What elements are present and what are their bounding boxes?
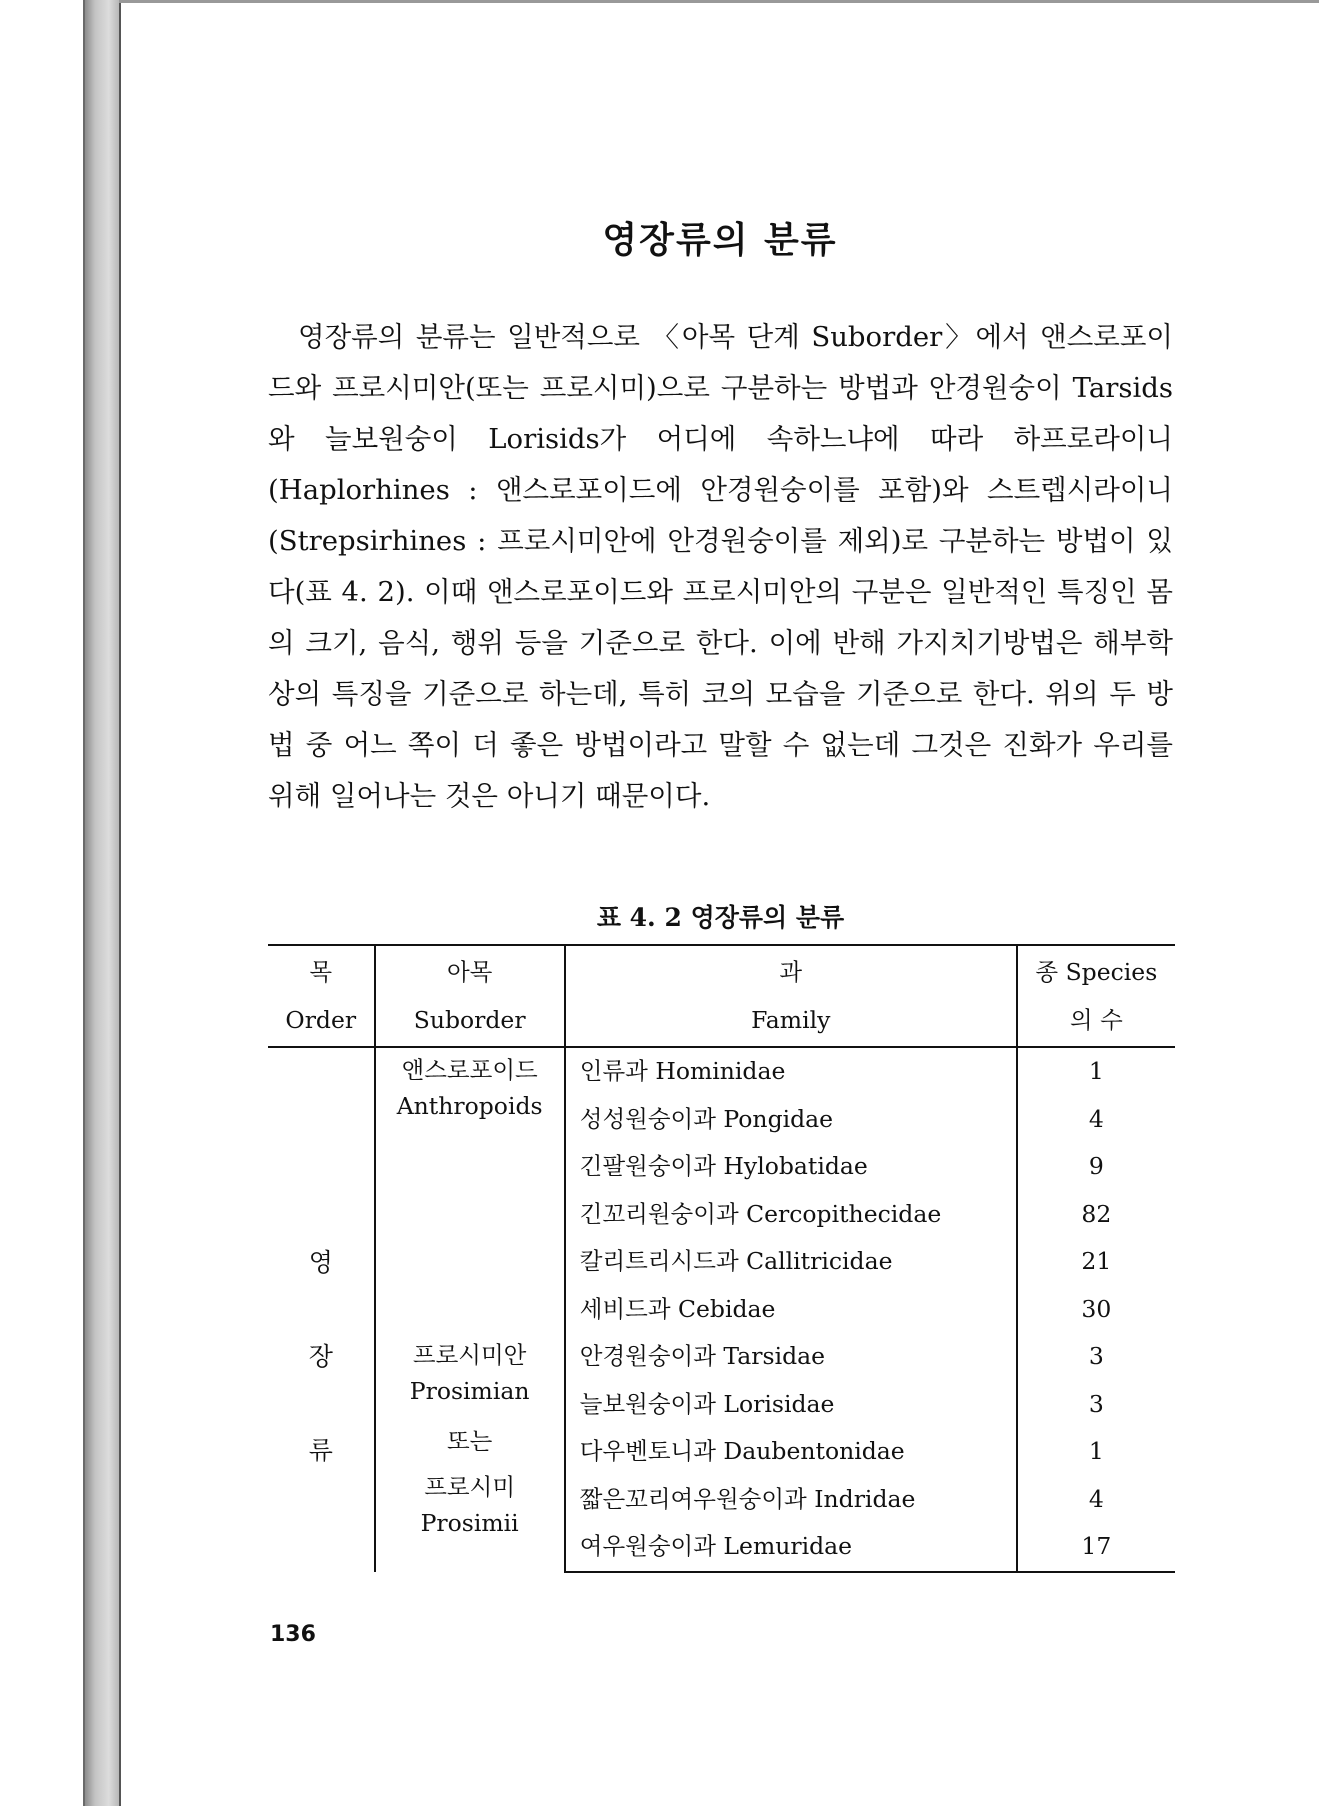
suborder-line: 앤스로포이드 [401,1056,538,1084]
order-char: 영 [308,1247,333,1277]
suborder-line: 프로시미 [424,1473,516,1501]
family-cell: 다우벤토니과 Daubentonidae [565,1428,1017,1476]
family-cell: 긴꼬리원숭이과 Cercopithecidae [565,1191,1017,1239]
count-cell: 30 [1081,1294,1112,1323]
count-cell: 3 [1088,1389,1104,1418]
family-cell: 인류과 Hominidae [565,1047,1017,1096]
count-cell: 1 [1088,1437,1104,1465]
family-cell: 칼리트리시드과 Callitricidae [565,1238,1017,1286]
header-family [565,945,1017,1047]
suborder-anthropoids [375,1047,565,1333]
header-order-en: Order [285,1006,357,1034]
header-species-ko: 종 Species [1035,958,1158,986]
classification-table [268,944,1175,1573]
count-cell: 82 [1081,1199,1112,1228]
book-edge [85,0,119,1806]
page-top-border [119,0,1319,3]
count-cell: 3 [1088,1342,1104,1370]
suborder-prosimian [375,1333,565,1572]
header-suborder [375,945,565,1047]
order-char: 장 [308,1341,333,1371]
table-caption: 표 4. 2 영장류의 분류 [596,903,845,932]
family-cell: 긴팔원숭이과 Hylobatidae [565,1143,1017,1191]
order-cell [268,1047,375,1572]
order-char: 류 [308,1435,333,1465]
header-species-en: 의 수 [1069,1006,1123,1034]
body-paragraph: 영장류의 분류는 일반적으로 〈아목 단계 Suborder〉에서 앤스로포이드와 프로시미안(또는 프로시미)으로 구분하는 방법과 안경원숭이 Tarsids와 늘보원숭이 Lorisids가 어디에 속하느냐에 따라 하프로라이니(Haplorhines : 앤스로포이드에 안경원숭이를 포함)와 스트렙시라이니(Strepsirhines : 프로시미안에 안경원숭이를 제외)로 구분하는 방법이 있다(표 4. 2). 이때 앤스로포이드와 프로시미안의 구분은 일반적인 특징인 몸의 크기, 음식, 행위 등을 기준으로 한다. 이에 반해 가지치기방법은 해부학상의 특징을 기준으로 하는데, 특히 코의 모습을 기준으로 한다. 위의 두 방법 중 어느 쪽이 더 좋은 방법이라고 말할 수 없는데 그것은 진화가 우리를 위해 일어나는 것은 아니기 때문이다. [268,321,1173,812]
table-row [268,1333,1175,1381]
header-species [1017,945,1175,1047]
count-cell: 21 [1081,1247,1112,1275]
section-heading: 영장류의 분류 [602,219,838,261]
count-cell: 9 [1088,1152,1104,1180]
header-family-ko: 과 [779,958,803,986]
family-cell: 세비드과 Cebidae [565,1286,1017,1334]
suborder-line: Prosimii [420,1509,519,1537]
suborder-line: Anthropoids [396,1092,543,1120]
suborder-line: Prosimian [409,1377,530,1405]
header-order-ko: 목 [309,958,333,986]
family-cell: 성성원숭이과 Pongidae [565,1096,1017,1144]
count-cell: 4 [1088,1104,1104,1133]
table-row [268,1047,1175,1096]
family-cell: 안경원숭이과 Tarsidae [565,1333,1017,1381]
count-cell: 4 [1088,1484,1104,1513]
family-cell: 늘보원숭이과 Lorisidae [565,1381,1017,1429]
suborder-line: 프로시미안 [412,1341,527,1369]
header-order [268,945,375,1047]
header-suborder-ko: 아목 [446,958,493,986]
header-family-en: Family [751,1006,831,1034]
count-cell: 1 [1088,1057,1104,1085]
family-cell: 짧은꼬리여우원숭이과 Indridae [565,1476,1017,1524]
count-cell: 17 [1017,1523,1175,1572]
page-number: 136 [270,1622,316,1647]
table-header-row [268,945,1175,1047]
family-cell: 여우원숭이과 Lemuridae [565,1523,1017,1572]
suborder-line: 또는 [446,1427,493,1455]
table-body [268,1047,1175,1572]
header-suborder-en: Suborder [413,1006,526,1034]
